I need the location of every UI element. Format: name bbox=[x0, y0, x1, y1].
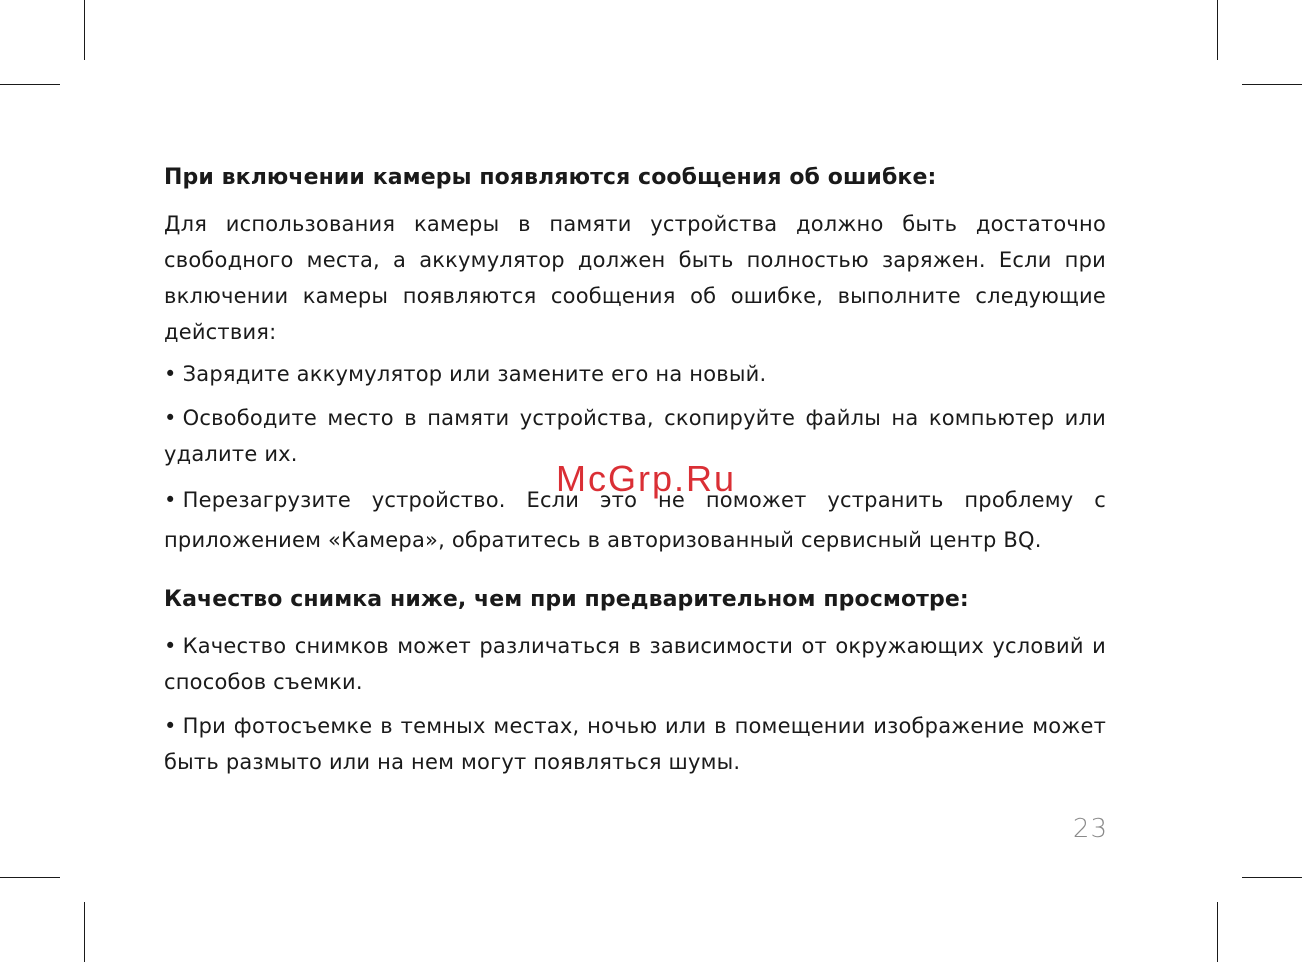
bullet-text: Освободите место в памяти устройства, скопируйте файлы на компьютер или удалите их. bbox=[164, 406, 1106, 466]
bullet-text: Качество снимков может различаться в зависимости от окружающих условий и способов съемки. bbox=[164, 634, 1106, 694]
bullet-dot: • bbox=[164, 634, 177, 658]
section-heading-camera-errors: При включении камеры появляются сообщения об ошибке: bbox=[164, 165, 937, 190]
section-heading-photo-quality: Качество снимка ниже, чем при предварительном просмотре: bbox=[164, 587, 969, 612]
camera-errors-intro: Для использования камеры в памяти устройства должно быть достаточно свободного места, а аккумулятор должен быть полностью заряжен. Если при включении камеры появляются сообщения об ошибке, выполните следующие действия: bbox=[164, 212, 1106, 344]
bullet-item bbox=[164, 356, 1106, 392]
bullet-dot: • bbox=[164, 362, 177, 386]
bullet-dot: • bbox=[164, 406, 177, 430]
bullet-dot: • bbox=[164, 488, 177, 512]
bullet-text: Перезагрузите устройство. Если это не поможет устранить проблему с приложением «Камера», обратитесь в авторизованный сервисный центр BQ. bbox=[164, 488, 1106, 552]
crop-mark-top-left-h bbox=[0, 84, 60, 85]
watermark-logo: McGrp.Ru bbox=[556, 458, 737, 499]
crop-mark-bottom-left-v bbox=[84, 902, 85, 962]
page-number: 23 bbox=[1072, 814, 1108, 844]
bullet-text: Зарядите аккумулятор или замените его на новый. bbox=[182, 362, 767, 386]
crop-mark-top-right-v bbox=[1217, 0, 1218, 60]
bullet-item bbox=[164, 708, 1106, 780]
crop-mark-top-right-h bbox=[1242, 84, 1302, 85]
bullet-item bbox=[164, 628, 1106, 700]
crop-mark-bottom-right-h bbox=[1242, 877, 1302, 878]
bullet-text: При фотосъемке в темных местах, ночью или в помещении изображение может быть размыто или на нем могут появляться шумы. bbox=[164, 714, 1106, 774]
bullet-dot: • bbox=[164, 714, 177, 738]
crop-mark-top-left-v bbox=[84, 0, 85, 60]
crop-mark-bottom-left-h bbox=[0, 877, 60, 878]
crop-mark-bottom-right-v bbox=[1217, 902, 1218, 962]
